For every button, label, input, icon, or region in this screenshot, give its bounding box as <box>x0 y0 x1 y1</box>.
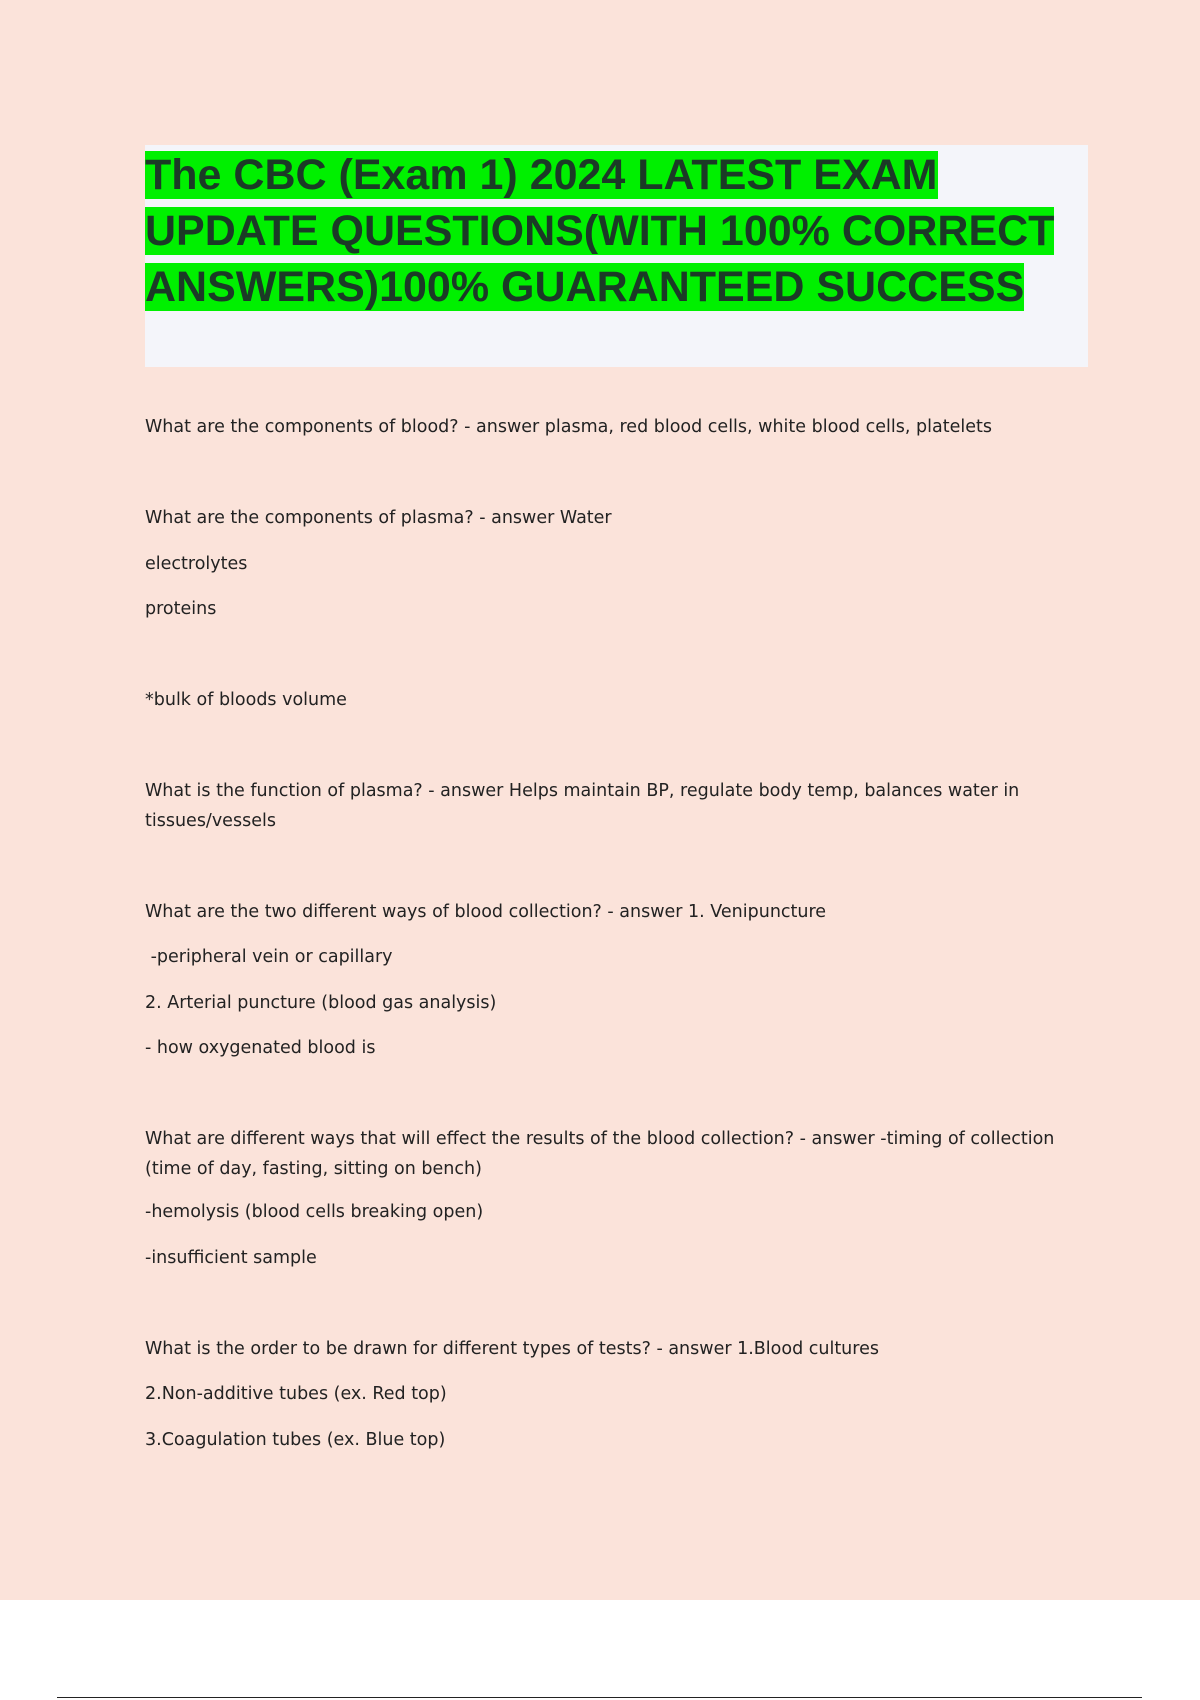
title-highlight: The CBC (Exam 1) 2024 LATEST EXAM UPDATE QUESTIONS(WITH 100% CORRECT ANSWERS)100% GUARANTEED SUCCESS <box>145 151 1055 311</box>
body-line: - how oxygenated blood is <box>145 1038 376 1058</box>
body-line: *bulk of bloods volume <box>145 690 347 710</box>
body-line: What are the components of blood? - answer plasma, red blood cells, white blood cells, platelets <box>145 417 992 437</box>
body-line: -insufficient sample <box>145 1248 317 1268</box>
body-line: What is the function of plasma? - answer Helps maintain BP, regulate body temp, balances water in tissues/vessels <box>145 781 1020 831</box>
body-line: 2. Arterial puncture (blood gas analysis) <box>145 993 497 1013</box>
body-line: 2.Non-additive tubes (ex. Red top) <box>145 1384 447 1404</box>
footer-divider <box>57 1697 1142 1698</box>
body-line: What are different ways that will effect the results of the blood collection? - answer -timing of collection (time of day, fasting, sitting on bench) <box>145 1129 1055 1179</box>
body-line: What is the order to be drawn for different types of tests? - answer 1.Blood cultures <box>145 1339 879 1359</box>
body-line: electrolytes <box>145 554 248 574</box>
body-line: What are the components of plasma? - answer Water <box>145 508 612 528</box>
document-title <box>145 147 1075 315</box>
body-line: -hemolysis (blood cells breaking open) <box>145 1202 484 1222</box>
body-line: proteins <box>145 599 217 619</box>
body-line: What are the two different ways of blood collection? - answer 1. Venipuncture <box>145 902 827 922</box>
body-line: -peripheral vein or capillary <box>145 947 393 967</box>
body-line: 3.Coagulation tubes (ex. Blue top) <box>145 1430 446 1450</box>
